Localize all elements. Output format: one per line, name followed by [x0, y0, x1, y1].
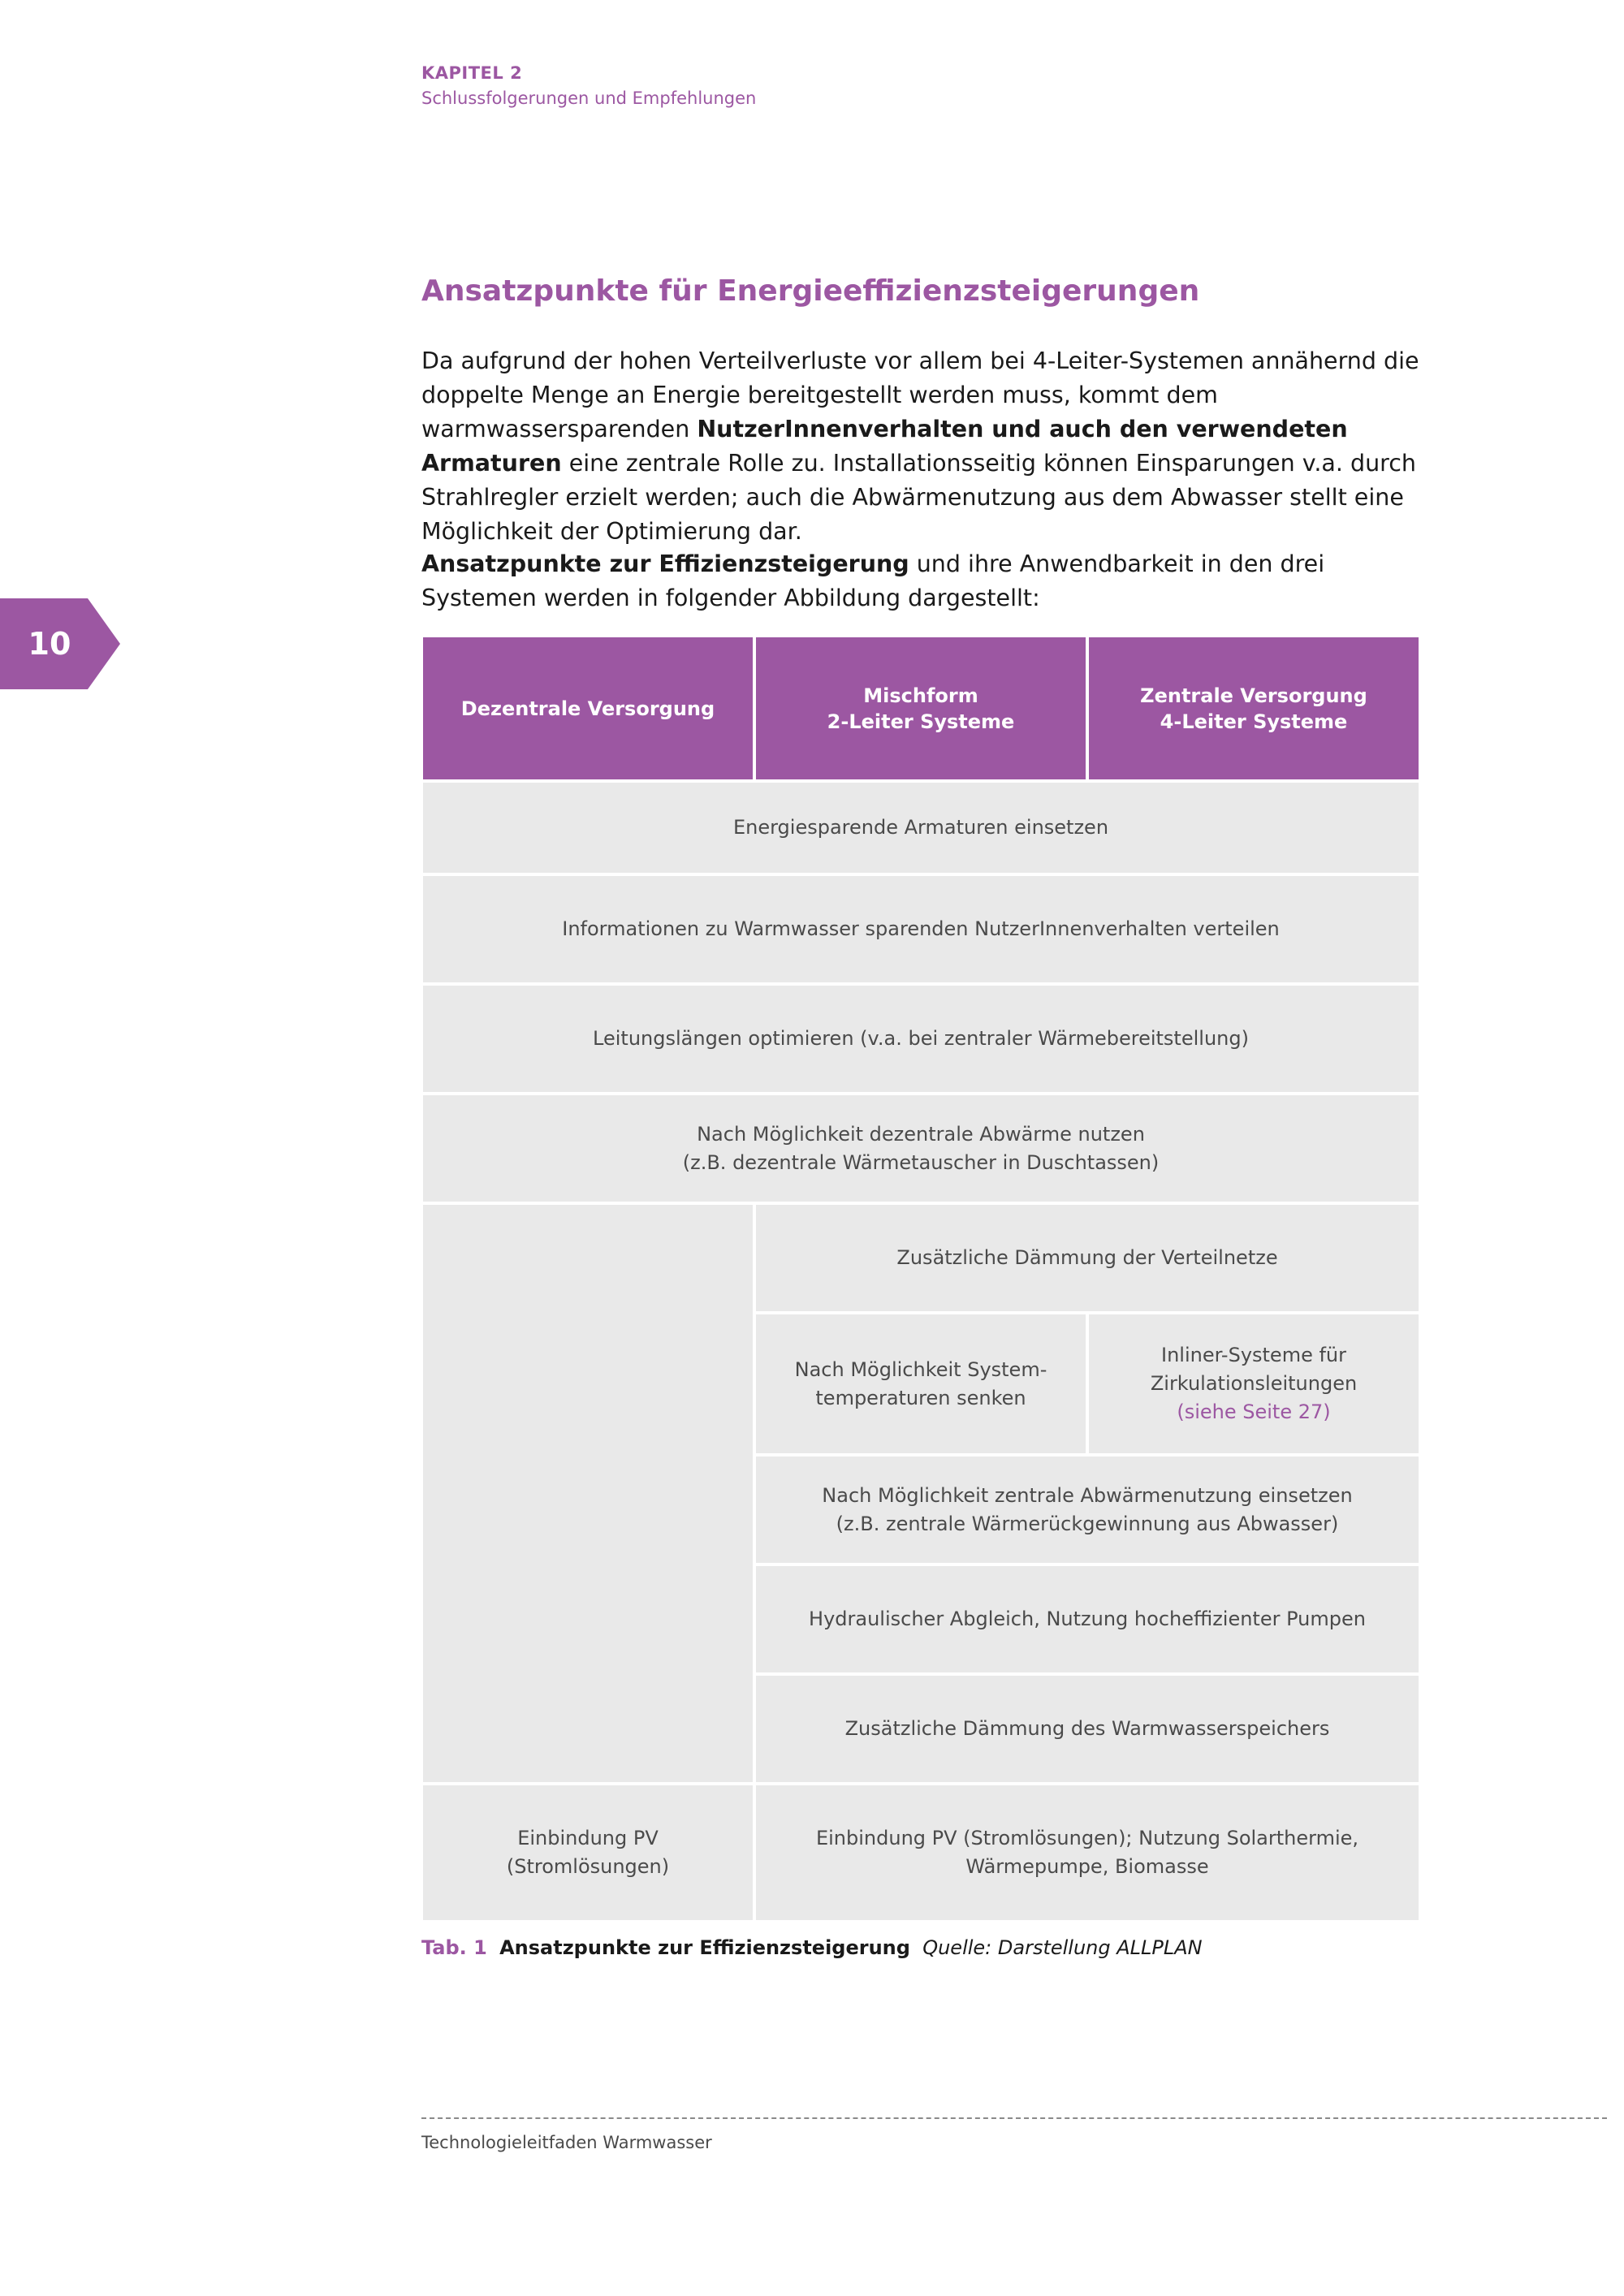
chapter-label: KAPITEL 2 [421, 63, 523, 83]
header-col1-text: Dezentrale Versorgung [460, 697, 715, 720]
table-caption [421, 1936, 1203, 1959]
row10b-line1: Einbindung PV (Stromlösungen); Nutzung Solarthermie, [815, 1827, 1359, 1849]
row10a-line1: Einbindung PV [517, 1827, 659, 1849]
row3-text: Leitungslängen optimieren (v.a. bei zentraler Wärmebereitstellung) [593, 1027, 1249, 1050]
table-row-armaturen [423, 783, 1419, 873]
table-row-leitungslaengen [423, 986, 1419, 1092]
row6b-line2: Zirkulationsleitungen [1150, 1372, 1358, 1395]
page-reference-link[interactable]: (siehe Seite 27) [1177, 1400, 1331, 1423]
para2-text1: und ihre Anwendbarkeit in den drei Systemen werden in folgender Abbildung dargestellt: [421, 550, 1325, 611]
table-row-dezentrale-abwaerme [423, 1095, 1419, 1202]
row2-text: Informationen zu Warmwasser sparenden NutzerInnenverhalten verteilen [562, 917, 1280, 940]
row6a-line1: Nach Möglichkeit System- [794, 1357, 1047, 1381]
row1-text: Energiesparende Armaturen einsetzen [732, 816, 1109, 839]
table-header-mischform [756, 637, 1086, 779]
para1-bold1: NutzerInnenverhalten und auch den verwendeten Armaturen [421, 416, 1348, 477]
row6a-line2: temperaturen senken [815, 1386, 1026, 1409]
section-title: Ansatzpunkte für Energieeffizienzsteigerungen [421, 274, 1200, 308]
para1-text2: eine zentrale Rolle zu. Installationsseitig können Einsparungen v.a. durch Strahlregler erzielt werden; auch die Abwärmenutzung aus dem Abwasser stellt eine Möglichkeit der Optimierung dar. [421, 450, 1416, 545]
header-col3-line1: Zentrale Versorgung [1140, 684, 1367, 707]
table-cell-empty-dezentral [423, 1205, 753, 1782]
row10a-line2: (Stromlösungen) [506, 1855, 670, 1878]
row4-line2: (z.B. dezentrale Wärmetauscher in Duschtassen) [682, 1150, 1160, 1174]
table-row-daemmung-verteilnetze [756, 1205, 1419, 1311]
intro-paragraph [421, 344, 1420, 549]
caption-source: Quelle: Darstellung ALLPLAN [922, 1936, 1203, 1959]
table-row-zentrale-abwaerme [756, 1457, 1419, 1563]
para1-text1: Da aufgrund der hohen Verteilverluste vor allem bei 4-Leiter-Systemen annähernd die doppelte Menge an Energie bereitgestellt werden muss, kommt dem warmwassersparenden [421, 347, 1419, 442]
table-cell-pv-dezentral [423, 1785, 753, 1920]
footer-divider [421, 2117, 1607, 2119]
chapter-subtitle: Schlussfolgerungen und Empfehlungen [421, 88, 757, 108]
table-cell-inliner-systeme [1089, 1314, 1419, 1453]
table-row-informationen [423, 876, 1419, 982]
row6b-line1: Inliner-Systeme für [1160, 1344, 1346, 1366]
row10b-line2: Wärmepumpe, Biomasse [965, 1855, 1209, 1878]
header-col2-line2: 2-Leiter Systeme [827, 710, 1015, 733]
footer-title: Technologieleitfaden Warmwasser [421, 2133, 712, 2152]
row4-line1: Nach Möglichkeit dezentrale Abwärme nutzen [697, 1122, 1145, 1146]
page-number-tab [0, 598, 120, 689]
caption-label: Tab. 1 [421, 1936, 487, 1959]
para2-bold1: Ansatzpunkte zur Effizienzsteigerung [421, 550, 909, 577]
page-number: 10 [28, 626, 71, 662]
row7-line1: Nach Möglichkeit zentrale Abwärmenutzung einsetzen [822, 1483, 1353, 1507]
table-header-dezentral [423, 637, 753, 779]
header-col2-line1: Mischform [863, 684, 978, 707]
table-row-daemmung-speicher [756, 1676, 1419, 1782]
header-col3-line2: 4-Leiter Systeme [1160, 710, 1348, 733]
table-header-zentral [1089, 637, 1419, 779]
row5-text: Zusätzliche Dämmung der Verteilnetze [896, 1246, 1278, 1269]
row8-text: Hydraulischer Abgleich, Nutzung hocheffizienter Pumpen [809, 1608, 1366, 1630]
table-intro-paragraph [421, 547, 1420, 615]
table-cell-systemtemperaturen [756, 1314, 1086, 1453]
caption-title: Ansatzpunkte zur Effizienzsteigerung [499, 1936, 910, 1959]
table-cell-pv-zentral [756, 1785, 1419, 1920]
table-row-hydraulischer-abgleich [756, 1566, 1419, 1672]
row7-line2: (z.B. zentrale Wärmerückgewinnung aus Abwasser) [836, 1512, 1339, 1535]
efficiency-table [423, 637, 1419, 1920]
row9-text: Zusätzliche Dämmung des Warmwasserspeichers [844, 1717, 1330, 1740]
